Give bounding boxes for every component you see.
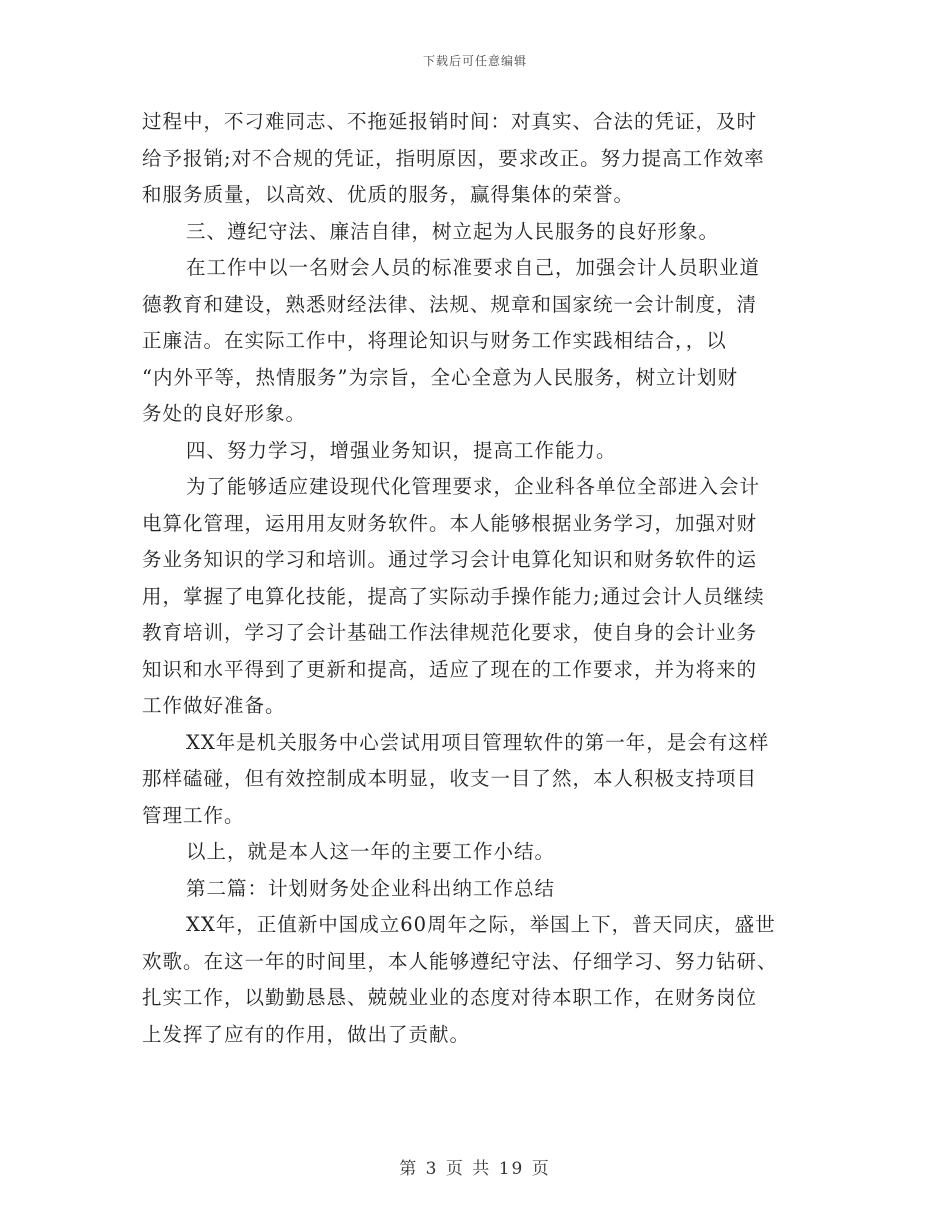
text-line: 第二篇：计划财务处企业科出纳工作总结 <box>186 876 556 900</box>
text-line: 管理工作。 <box>142 803 245 827</box>
text-line: 电算化管理，运用用友财务软件。本人能够根据业务学习，加强对财 <box>142 511 758 535</box>
text-line: 正廉洁。在实际工作中，将理论知识与财务工作实践相结合，，以 <box>142 329 727 352</box>
text-line: 和服务质量，以高效、优质的服务，赢得集体的荣誉。 <box>142 183 635 206</box>
page-header-note: 下载后可任意编辑 <box>422 54 527 68</box>
page-number: 第 3 页 共 19 页 <box>399 1159 551 1179</box>
text-line: 上发挥了应有的作用，做出了贡献。 <box>142 1022 471 1046</box>
text-line: 务处的良好形象。 <box>142 402 307 425</box>
text-line: XX年，正值新中国成立60周年之际，举国上下，普天同庆，盛世 <box>186 913 776 936</box>
text-line: 知识和水平得到了更新和提高，适应了现在的工作要求，并为将来的 <box>142 657 758 681</box>
text-line: 德教育和建设，熟悉财经法律、法规、规章和国家统一会计制度，清 <box>142 292 758 316</box>
document-body <box>142 104 810 1053</box>
text-line: 在工作中以一名财会人员的标准要求自己，加强会计人员职业道 <box>186 256 761 279</box>
text-line: 教育培训，学习了会计基础工作法律规范化要求，使自身的会计业务 <box>142 621 758 644</box>
text-line: 用，掌握了电算化技能，提高了实际动手操作能力;通过会计人员继续 <box>142 584 765 608</box>
text-line: 务业务知识的学习和培训。通过学习会计电算化知识和财务软件的运 <box>142 548 758 571</box>
text-line: 过程中，不刁难同志、不拖延报销时间：对真实、合法的凭证，及时 <box>142 110 758 133</box>
text-line: 以上，就是本人这一年的主要工作小结。 <box>186 840 556 863</box>
text-line: 工作做好准备。 <box>142 694 286 717</box>
text-line: “内外平等，热情服务”为宗旨，全心全意为人民服务，树立计划财 <box>142 365 738 389</box>
text-line: 给予报销;对不合规的凭证，指明原因，要求改正。努力提高工作效率 <box>142 146 765 170</box>
text-line: 那样磕碰，但有效控制成本明显，收支一目了然，本人积极支持项目 <box>142 767 758 790</box>
text-line: 四、努力学习，增强业务知识，提高工作能力。 <box>186 438 617 462</box>
text-line: 为了能够适应建设现代化管理要求，企业科各单位全部进入会计 <box>186 475 761 498</box>
text-line: 欢歌。在这一年的时间里，本人能够遵纪守法、仔细学习、努力钻研、 <box>142 949 778 973</box>
text-line: XX年是机关服务中心尝试用项目管理软件的第一年，是会有这样 <box>186 730 770 754</box>
text-line: 扎实工作，以勤勤恳恳、兢兢业业的态度对待本职工作，在财务岗位 <box>142 986 758 1009</box>
text-line: 三、遵纪守法、廉洁自律，树立起为人民服务的良好形象。 <box>186 219 720 243</box>
